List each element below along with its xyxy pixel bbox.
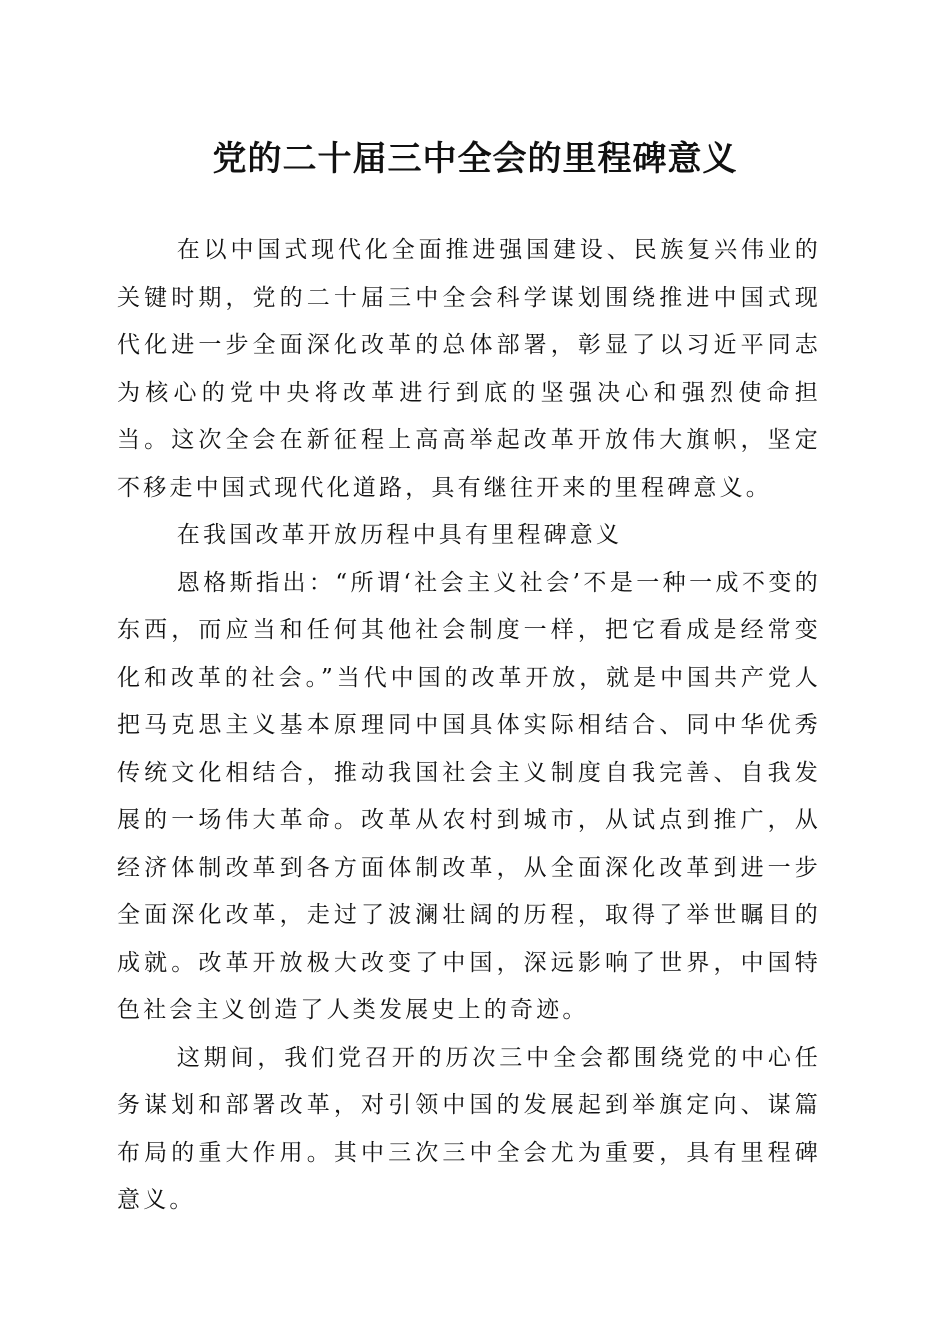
document-title: 党的二十届三中全会的里程碑意义 <box>212 139 738 179</box>
section-heading: 在我国改革开放历程中具有里程碑意义 <box>176 522 623 548</box>
paragraph-engels-quote: 恩格斯指出：“所谓‘社会主义社会’不是一种一成不变的东西，而应当和任何其他社会制度一样，把它看成是经常变化和改革的社会。”当代中国的改革开放，就是中国共产党人把马克思主义基本原理同中国具体实际相结合、同中华优秀传统文化相结合，推动我国社会主义制度自我完善、自我发展的一场伟大革命。改革从农村到城市，从试点到推广，从经济体制改革到各方面体制改革，从全面深化改革到进一步全面深化改革，走过了波澜壮阔的历程，取得了举世瞩目的成就。改革开放极大改变了中国，深远影响了世界，中国特色社会主义创造了人类发展史上的奇迹。 <box>117 569 821 1023</box>
paragraph-third-plenums: 这期间，我们党召开的历次三中全会都围绕党的中心任务谋划和部署改革，对引领中国的发展起到举旗定向、谋篇布局的重大作用。其中三次三中全会尤为重要，具有里程碑意义。 <box>117 1044 821 1213</box>
paragraph-intro: 在以中国式现代化全面推进强国建设、民族复兴伟业的关键时期，党的二十届三中全会科学谋划围绕推进中国式现代化进一步全面深化改革的总体部署，彰显了以习近平同志为核心的党中央将改革进行到底的坚强决心和强烈使命担当。这次全会在新征程上高高举起改革开放伟大旗帜，坚定不移走中国式现代化道路，具有继往开来的里程碑意义。 <box>117 237 821 501</box>
document-body <box>117 227 821 1225</box>
